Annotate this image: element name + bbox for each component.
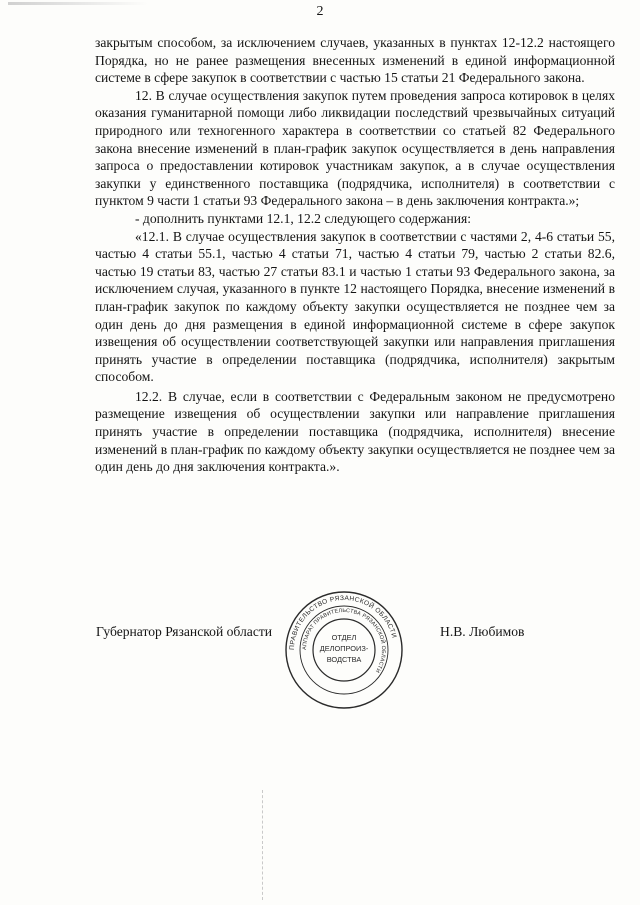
paragraph-item-12: 12. В случае осуществления закупок путем проведения запроса котировок в целях оказания гуманитарной помощи либо ликвидации последствий чрезвычайных ситуаций природного или техногенного характера в соответствии со статьей 82 Федерального закона внесение изменений в план-график закупок осуществляется в день направления запроса о предоставлении котировок участникам закупок, а в случае осуществления закупки у единственного поставщика (подрядчика, исполнителя) в соответствии с пунктом 9 части 1 статьи 93 Федерального закона – в день заключения контракта.»; [95, 87, 615, 209]
stamp-outer-text: ПРАВИТЕЛЬСТВО РЯЗАНСКОЙ ОБЛАСТИ [288, 594, 398, 651]
signatory-position: Губернатор Рязанской области [96, 624, 273, 639]
stamp-center-line-2: ДЕЛОПРОИЗ- [319, 644, 369, 653]
signatory-name: Н.В. Любимов [440, 624, 525, 639]
page-number: 2 [316, 4, 324, 19]
document-body [95, 34, 615, 476]
paragraph-continuation: закрытым способом, за исключением случаев, указанных в пунктах 12-12.2 настоящего Порядка, но не ранее размещения внесенных изменений в единой информационной системе в сфере закупок в соответствии с частью 15 статьи 21 Федерального закона. [95, 35, 615, 86]
stamp-inner-text: АППАРАТ ПРАВИТЕЛЬСТВА РЯЗАНСКОЙ ОБЛАСТИ [301, 607, 387, 674]
official-stamp [283, 589, 405, 711]
stamp-center-line-3: ВОДСТВА [326, 655, 362, 664]
scan-fold-line [262, 790, 264, 900]
paragraph-item-12-1: «12.1. В случае осуществления закупок в соответствии с частями 2, 4-6 статьи 55, частью 4 статьи 55.1, частью 4 статьи 71, частью 4 статьи 79, частью 2 статьи 82.6, частью 19 статьи 83, частью 27 статьи 83.1 и частью 1 статьи 93 Федерального закона, за исключением случая, указанного в пункте 12 настоящего Порядка, внесение изменений в план-график закупок по каждому объекту закупки осуществляется не позднее чем за один день до дня размещения в единой информационной системе в сфере закупок извещения об осуществлении соответствующей закупки или направления приглашения принять участие в определении поставщика (подрядчика, исполнителя) закрытым способом. [95, 228, 615, 385]
paragraph-amendment-intro: - дополнить пунктами 12.1, 12.2 следующего содержания: [135, 210, 472, 226]
stamp-center-line-1: ОТДЕЛ [331, 633, 357, 642]
paragraph-item-12-2: 12.2. В случае, если в соответствии с Федеральным законом не предусмотрено размещение извещения об осуществлении закупки или направление приглашения принять участие в определении поставщика (подрядчика, исполнителя) внесение изменений в план-график по каждому объекту закупки осуществляется не позднее чем за один день до дня заключения контракта.». [95, 388, 615, 475]
